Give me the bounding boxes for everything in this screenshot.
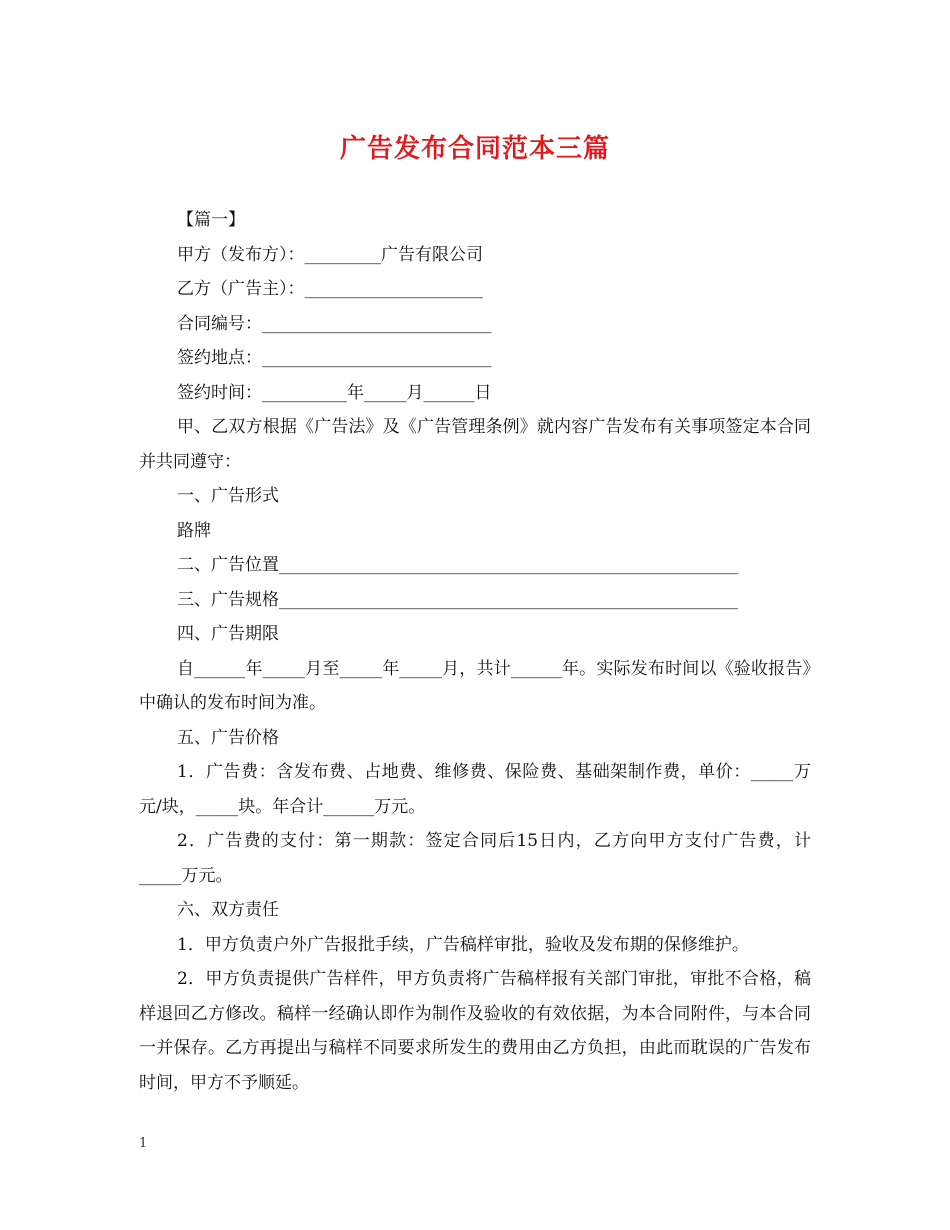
clause-text: 路牌 (177, 520, 211, 541)
clause-text: 1．广告费：含发布费、占地费、维修费、保险费、基础架制作费，单价：_____万元/块，_____块。年合计______万元。 (139, 762, 811, 817)
clause-heading: 六、双方责任 (177, 900, 279, 920)
clause-heading: 四、广告期限 (177, 624, 279, 644)
signing-place-line: 签约地点：___________________________ (177, 348, 492, 368)
section-heading: 【篇一】 (177, 210, 245, 230)
clause-heading: 二、广告位置______________________________________________________ (177, 555, 738, 575)
clause-heading: 五、广告价格 (177, 727, 279, 748)
party-b-line: 乙方（广告主）：_____________________ (177, 279, 483, 299)
contract-number-line: 合同编号：___________________________ (177, 313, 492, 334)
clause-text: 2．广告费的支付：第一期款：签定合同后15日内，乙方向甲方支付广告费，计_____万元。 (139, 831, 811, 886)
clause-heading: 三、广告规格______________________________________________________ (177, 589, 738, 610)
party-a-line: 甲方（发布方）：_________广告有限公司 (177, 244, 483, 265)
clause-text: 2．甲方负责提供广告样件，甲方负责将广告稿样报有关部门审批，审批不合格，稿样退回乙方修改。稿样一经确认即作为制作及验收的有效依据，为本合同附件，与本合同一并保存。乙方再提出与稿样不同要求所发生的费用由乙方负担，由此而耽误的广告发布时间，甲方不予顺延。 (139, 969, 811, 1093)
document-title: 广告发布合同范本三篇 (339, 134, 610, 164)
preamble-paragraph: 甲、乙双方根据《广告法》及《广告管理条例》就内容广告发布有关事项签定本合同并共同遵守： (139, 417, 811, 472)
page-number: 1 (139, 1136, 148, 1151)
clause-text: 1．甲方负责户外广告报批手续，广告稿样审批，验收及发布期的保修维护。 (177, 934, 749, 955)
clause-text: 自______年_____月至_____年_____月，共计______年。实际发布时间以《验收报告》中确认的发布时间为准。 (139, 658, 811, 713)
signing-date-line: 签约时间：__________年_____月______日 (177, 382, 492, 403)
document-body (139, 203, 811, 1100)
clause-heading: 一、广告形式 (177, 486, 279, 506)
